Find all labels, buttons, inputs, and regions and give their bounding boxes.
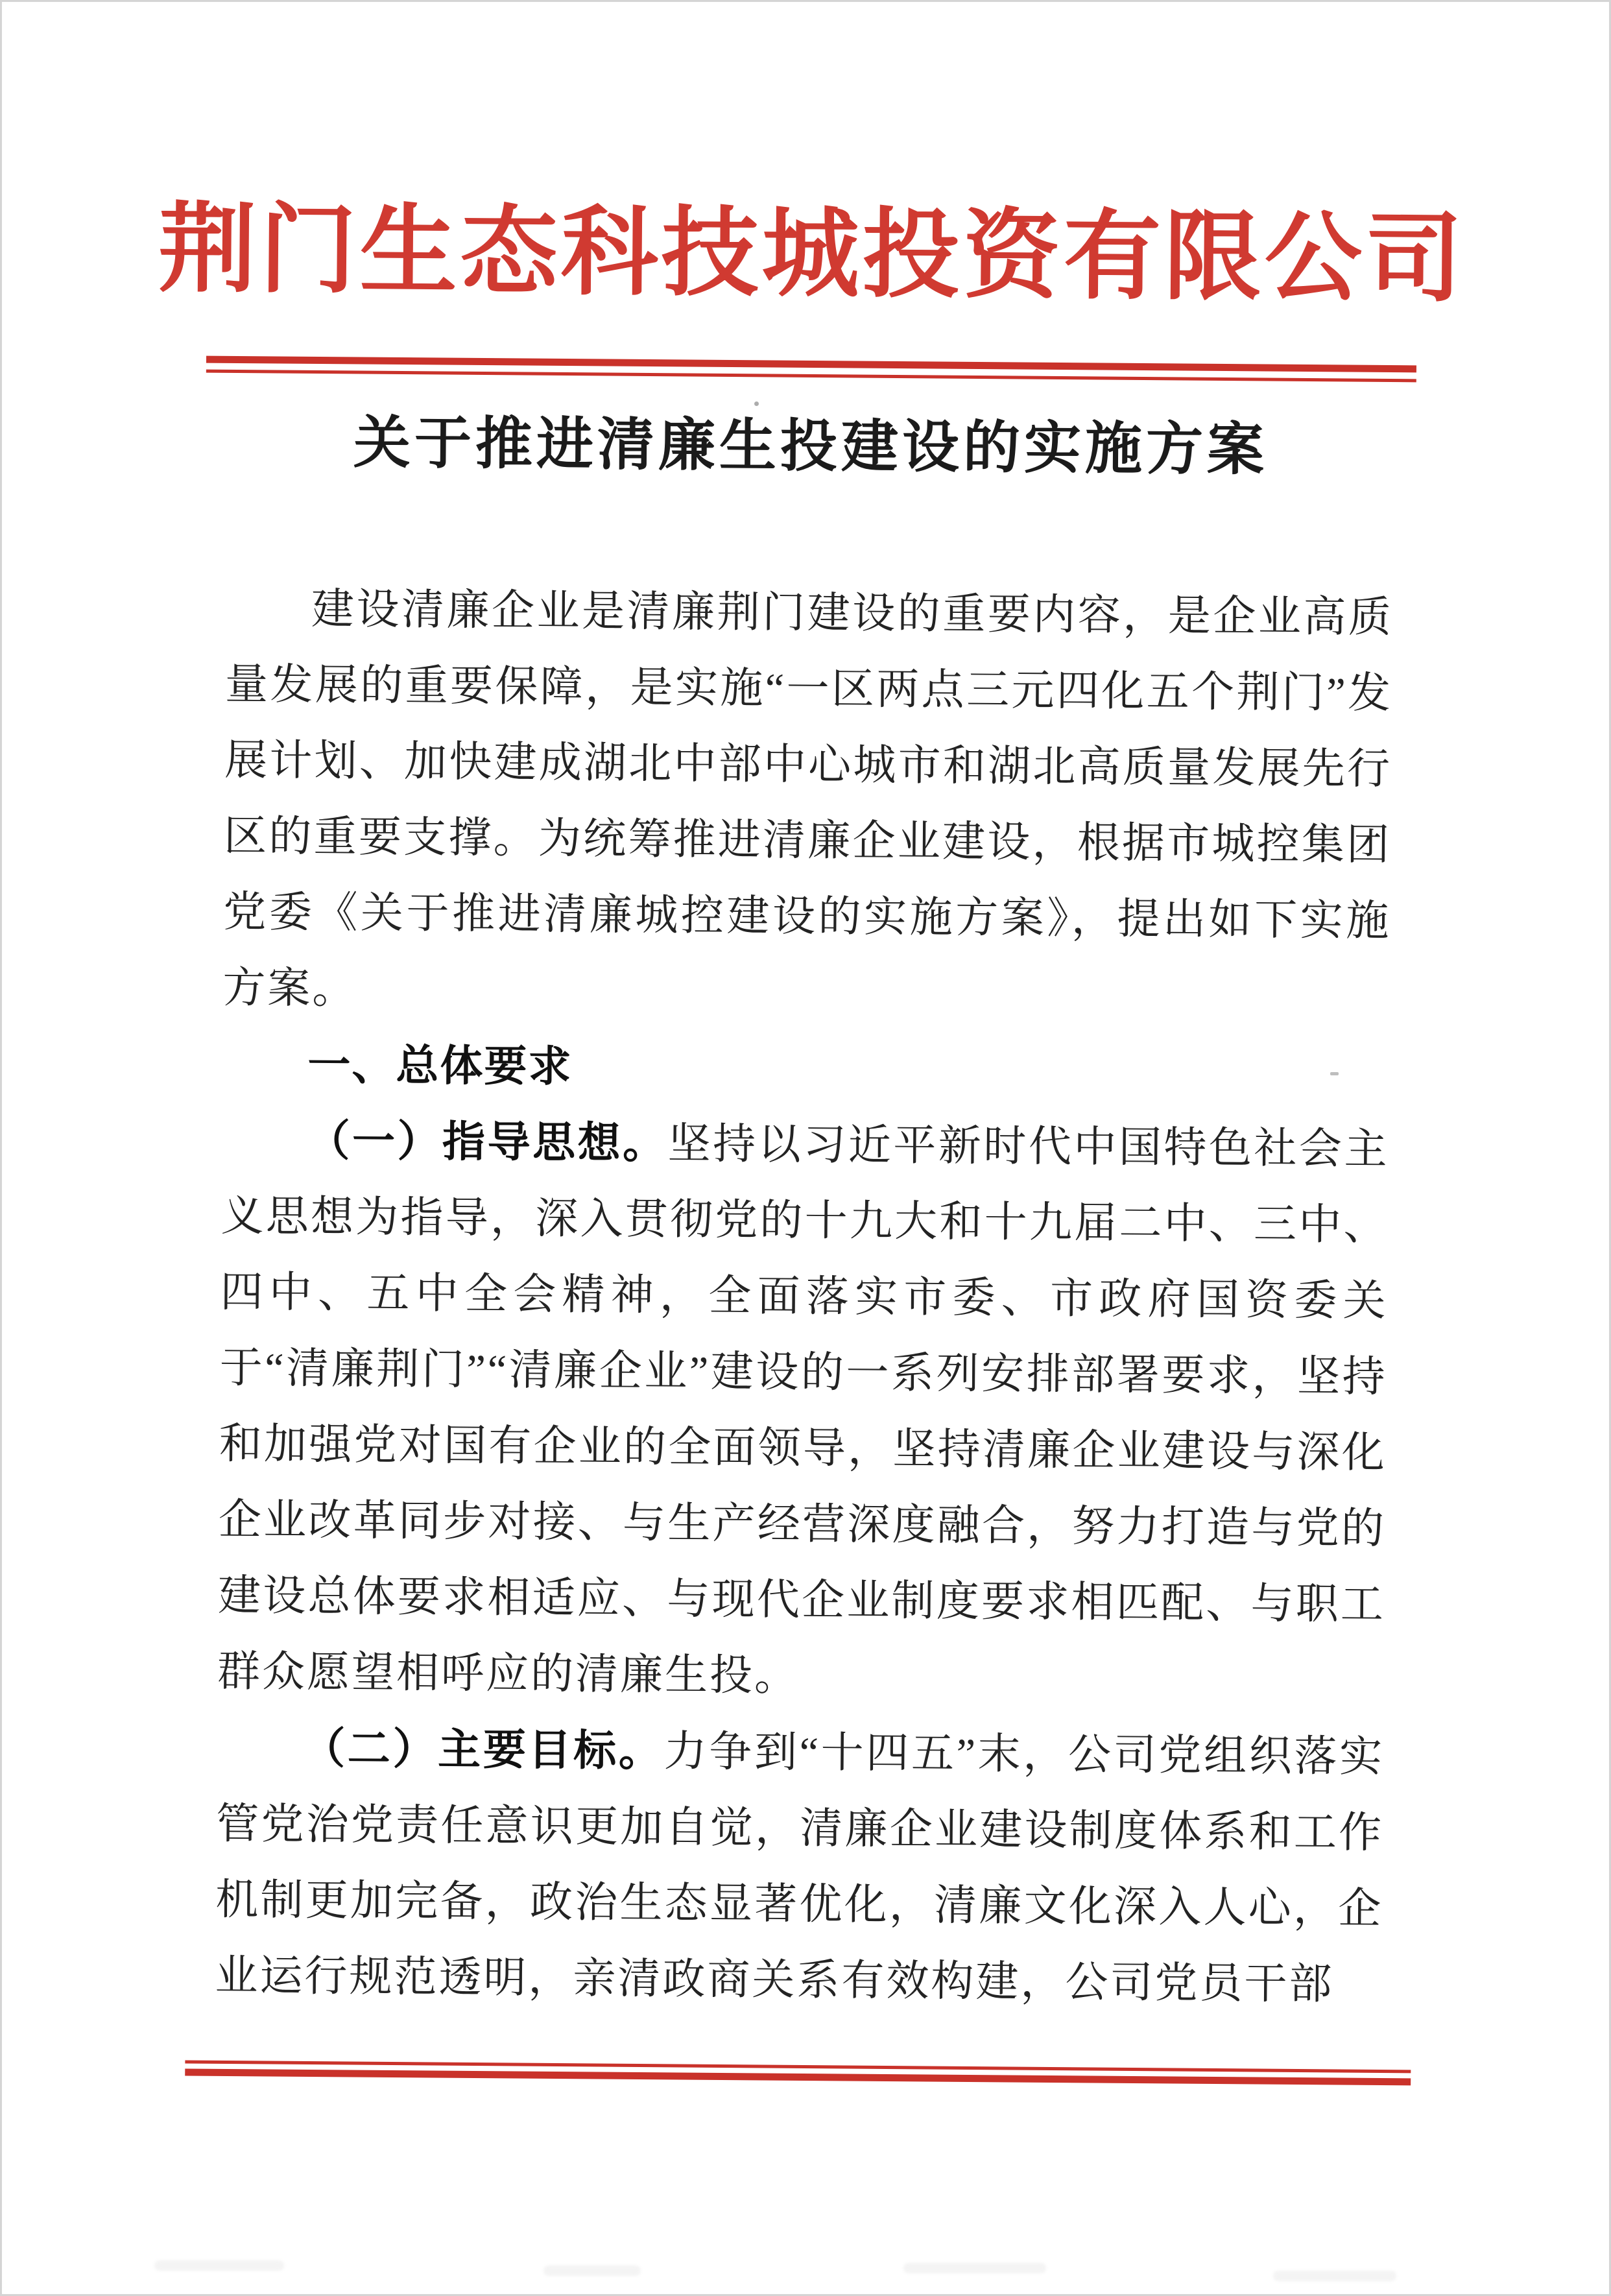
company-letterhead: 荆门生态科技城投资有限公司	[158, 196, 1466, 314]
guiding-ideology-paragraph	[217, 1102, 1389, 1719]
scan-speck	[1330, 1072, 1339, 1075]
main-goals-text: 力争到“十四五”末，公司党组织落实管党治党责任意识更加自觉，清廉企业建设制度体系和工作机制更加完备，政治生态显著优化，清廉文化深入人心，企业运行规范透明，亲清政商关系有效构建，公司党员干部	[215, 1728, 1385, 2009]
guiding-ideology-text: 坚持以习近平新时代中国特色社会主义思想为指导，深入贯彻党的十九大和十九届二中、三中、四中、五中全会精神，全面落实市委、市政府国资委关于“清廉荆门”“清廉企业”建设的一系列安排部署要求，坚持和加强党对国有企业的全面领导，坚持清廉企业建设与深化企业改革同步对接、与生产经营深度融合，努力打造与党的建设总体要求相适应、与现代企业制度要求相匹配、与职工群众愿望相呼应的清廉生投。	[217, 1120, 1389, 1700]
letterhead-rule-thick	[206, 356, 1416, 373]
document-title: 关于推进清廉生投建设的实施方案	[353, 412, 1269, 483]
guiding-ideology-lead: （一）指导思想。	[307, 1116, 669, 1167]
footer-rules	[0, 2059, 1601, 2087]
letterhead-rule-thin	[206, 370, 1416, 383]
intro-paragraph-text: 建设清廉企业是清廉荆门建设的重要内容，是企业高质量发展的重要保障，是实施“一区两点三元四化五个荆门”发展计划、加快建成湖北中部中心城市和湖北高质量发展先行区的重要支撑。为统筹推进清廉企业建设，根据市城控集团党委《关于推进清廉城控建设的实施方案》，提出如下实施方案。	[222, 585, 1394, 1013]
bleed-through-mark	[1273, 2271, 1396, 2281]
section-heading-overall-requirements: 一、总体要求	[307, 1040, 573, 1091]
main-goals-lead: （二）主要目标。	[302, 1723, 664, 1775]
bleed-through-mark	[543, 2266, 641, 2276]
bleed-through-mark	[154, 2260, 284, 2271]
intro-paragraph	[222, 571, 1393, 1035]
document-body	[215, 480, 1394, 2023]
main-goals-paragraph	[215, 1710, 1385, 2023]
scan-speck	[754, 401, 759, 406]
bleed-through-mark	[903, 2263, 1046, 2273]
